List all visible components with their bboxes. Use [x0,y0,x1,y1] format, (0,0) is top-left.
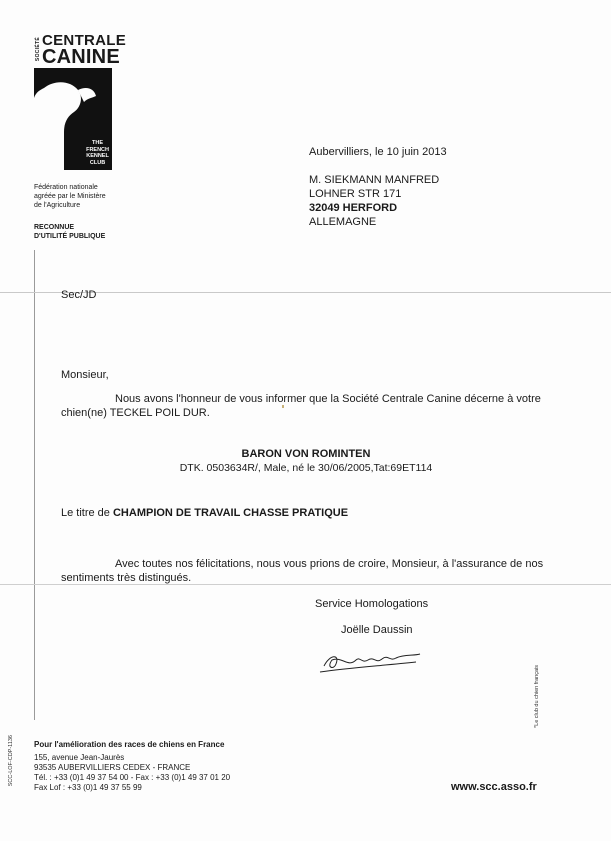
service-name: Service Homologations [315,598,429,610]
logo-societe: SOCIÉTÉ [35,37,41,62]
margin-line [34,250,35,720]
intro-paragraph: Nous avons l'honneur de vous informer que la Société Centrale Canine décerne à votre chien(ne) TECKEL POIL DUR. [61,393,541,419]
side-slogan: *Le club du chien français [534,665,540,728]
federation-text: Fédération nationale agréée par le Ministère de l'Agriculture [34,184,106,209]
letter-date: Aubervilliers, le 10 juin 2013 [309,146,447,158]
website-link[interactable]: www.scc.asso.fr [451,781,537,793]
footer-address: Pour l'amélioration des races de chiens en France 155, avenue Jean-Jaurès 93535 AUBERVILLIERS CEDEX - FRANCE Tél. : +33 (0)1 49 37 54 00 - Fax : +33 (0)1 49 37 01 20 Fax Lof : +33 (0)1 49 37 55 99 [34,740,231,792]
utilite-publique-text: RECONNUE D'UTILITÉ PUBLIQUE [34,224,106,240]
recipient-address: M. SIEKMANN MANFRED LOHNER STR 171 32049 HERFORD ALLEMAGNE [309,174,440,228]
award-title: Le titre de CHAMPION DE TRAVAIL CHASSE PRATIQUE [61,507,349,519]
reference: Sec/JD [61,289,97,301]
salutation: Monsieur, [61,369,109,381]
logo-canine: CANINE [42,46,120,68]
logo-centrale: CENTRALE [42,32,127,49]
dog-block [61,447,551,475]
side-code: SCC-LOF-CDP-1136 [8,735,14,787]
handwritten-signature [318,646,428,681]
closing-paragraph: Avec toutes nos félicitations, nous vous prions de croire, Monsieur, à l'assurance de nos sentiments très distingués. [61,558,544,584]
logo-kennel-club: THE FRENCH KENNEL CLUB [86,140,109,166]
dog-details: DTK. 0503634R/, Male, né le 30/06/2005,Tat:69ET114 [179,462,433,474]
scc-logo [34,68,112,170]
paper-speck [282,405,284,408]
dog-name: BARON VON ROMINTEN [241,448,371,460]
signer-name: Joëlle Daussin [341,624,413,636]
